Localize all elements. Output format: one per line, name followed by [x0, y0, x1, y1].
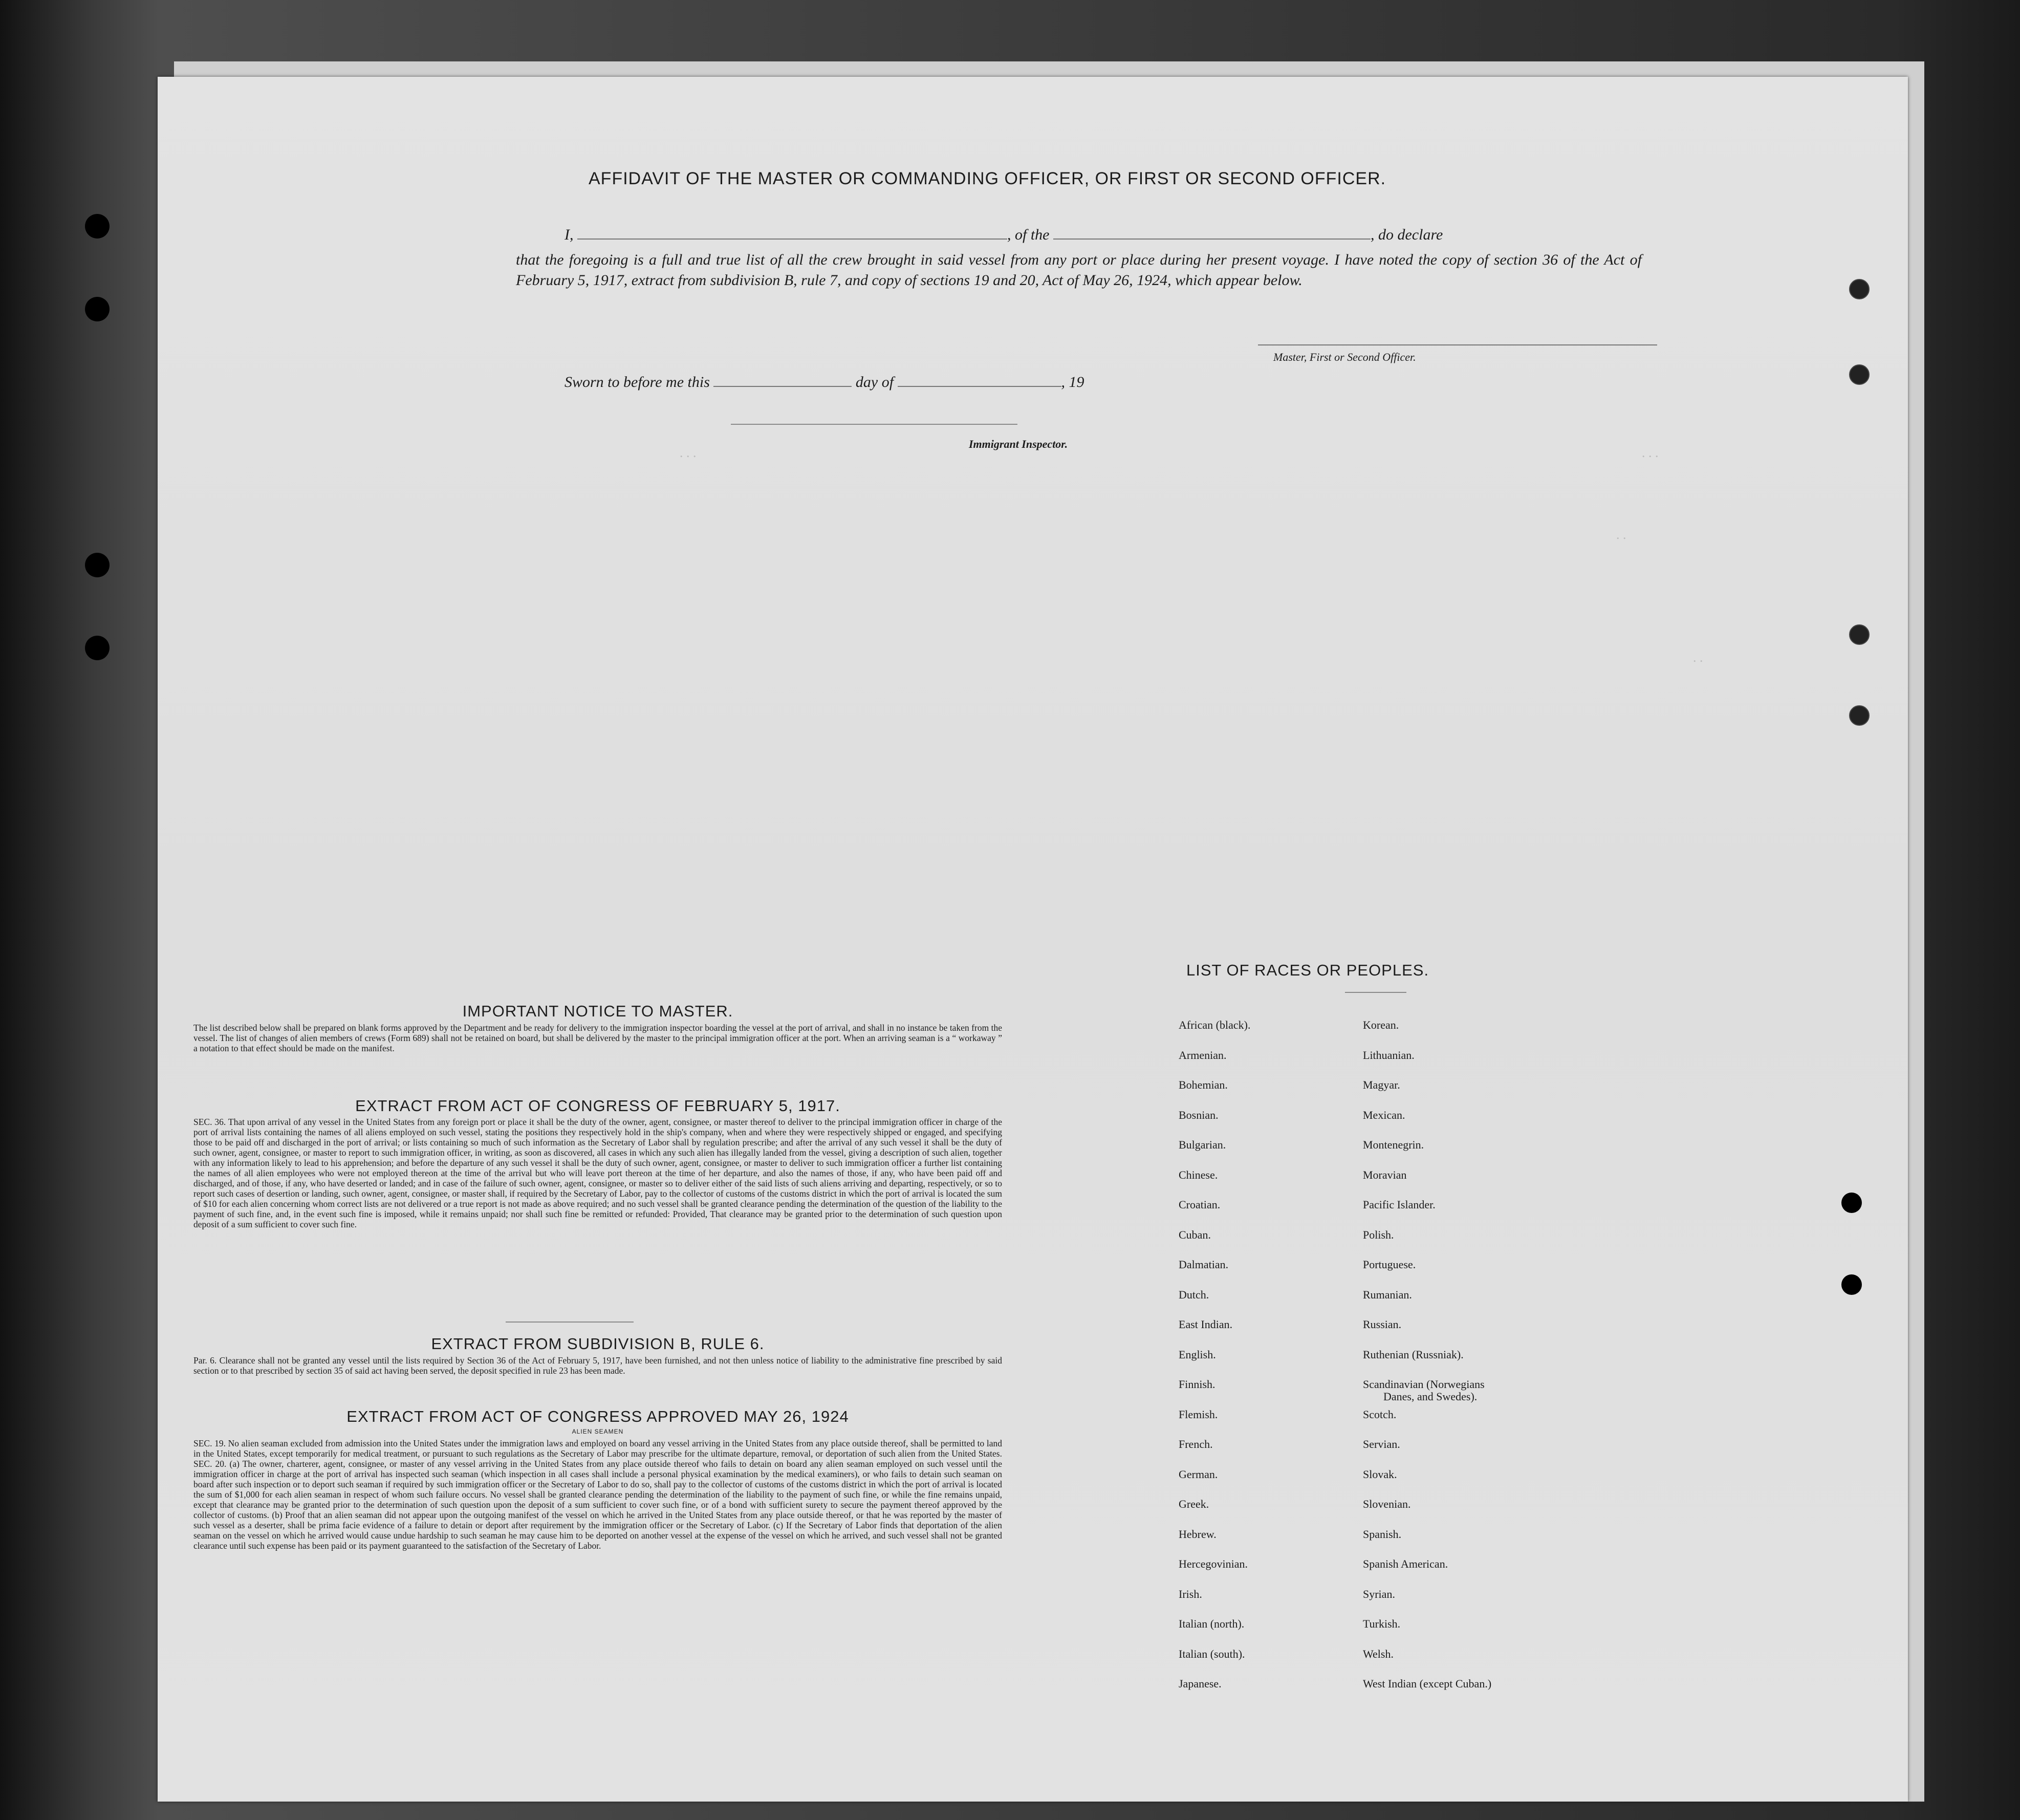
race-item: English. — [1179, 1348, 1216, 1361]
sworn-day-of: day of — [855, 374, 894, 391]
extract-1917-title: EXTRACT FROM ACT OF CONGRESS OF FEBRUARY 5, 1917. — [355, 1097, 840, 1115]
divider — [1345, 992, 1406, 993]
race-item: Bulgarian. — [1179, 1138, 1226, 1151]
race-item: Bohemian. — [1179, 1078, 1228, 1091]
affidavit-title: AFFIDAVIT OF THE MASTER OR COMMANDING OFFICER, OR FIRST OR SECOND OFFICER. — [589, 169, 1386, 188]
punch-hole — [1849, 705, 1870, 726]
race-item: Chinese. — [1179, 1168, 1218, 1181]
race-item: Syrian. — [1363, 1587, 1395, 1600]
extract-1924-title: EXTRACT FROM ACT OF CONGRESS APPROVED MAY 26, 1924 — [346, 1407, 849, 1425]
race-item: German. — [1179, 1467, 1218, 1481]
race-item: Dalmatian. — [1179, 1258, 1229, 1271]
binder-hole — [85, 214, 110, 239]
race-item: Pacific Islander. — [1363, 1198, 1436, 1211]
declaration-i: I, — [564, 226, 574, 243]
race-item: Croatian. — [1179, 1198, 1221, 1211]
inspector-signature-line[interactable] — [731, 424, 1017, 425]
race-item: Spanish American. — [1363, 1557, 1448, 1570]
binder-hole — [85, 636, 110, 660]
race-item: Servian. — [1363, 1438, 1400, 1450]
declaration-line — [564, 226, 1443, 244]
race-item: Italian (north). — [1179, 1617, 1245, 1630]
extract-1917-text: SEC. 36. That upon arrival of any vessel in the United States from any foreign port or place it shall be the duty of the owner, agent, consignee, or master thereof to deliver to the principal immigration officer in charge of the port of arrival lists containing the names of all aliens employed on such vessel, stating the positions they respectively hold in the ship's company, when and where they were respectively shipped or engaged, and specifying those to be paid off and discharged in the port of arrival; or lists containing so much of such information as the Secretary of Labor shall by regulation prescribe; and after the arrival of any such vessel it shall be the duty of such owner, agent, consignee, or master to report to such immigration officer, in writing, as soon as discovered, all cases in which any such alien has illegally landed from the vessel, giving a description of such alien, together with any information likely to lead to his apprehension; and before the departure of any such vessel it shall be the duty of such owner, agent, consignee, or master to deliver to such immigration officer a further list containing the names of all alien employees who were not employed thereon at the time of the arrival but who will leave port thereon at the time of her departure, and also the names of those, if any, who have been paid off and discharged, and of those, if any, who have deserted or landed; and in case of the failure of such owner, agent, consignee, or master so to deliver either of the said lists of such aliens arriving and departing, respectively, or so to report such cases of desertion or landing, such owner, agent, consignee, or master shall, if required by the Secretary of Labor, pay to the collector of customs of the customs district in which the port of arrival is located the sum of $10 for each alien concerning whom correct lists are not delivered or a true report is not made as above required; and no such vessel shall be granted clearance pending the determination of the question of the liability to the payment of such fine, and, in the event such fine is imposed, while it remains unpaid; nor shall such fine be remitted or refunded: Provided, That clearance may be granted prior to the determination of such question upon deposit of a sum sufficient to cover such fine. — [193, 1117, 1002, 1229]
race-item: Hebrew. — [1179, 1527, 1217, 1541]
race-item: Ruthenian (Russniak). — [1363, 1348, 1464, 1361]
race-item: Irish. — [1179, 1587, 1202, 1600]
race-item: Flemish. — [1179, 1407, 1218, 1421]
race-item: Greek. — [1179, 1498, 1209, 1510]
race-item: Korean. — [1363, 1019, 1399, 1031]
punch-hole — [1849, 279, 1870, 299]
race-item: French. — [1179, 1438, 1213, 1450]
races-title: LIST OF RACES OR PEOPLES. — [1186, 961, 1429, 979]
race-item: Cuban. — [1179, 1228, 1211, 1241]
race-item: Slovenian. — [1363, 1498, 1411, 1510]
binder-hole — [85, 553, 110, 577]
race-item: West Indian (except Cuban.) — [1363, 1677, 1492, 1690]
sworn-line — [564, 374, 1084, 391]
extract-rule6-text: Par. 6. Clearance shall not be granted any vessel until the lists required by Section 36 of the Act of February 5, 1917, have been furnished, and not then unless notice of liability to the administrative fine prescribed by said section or to that prescribed by section 35 of said act having been served, the deposit specified in rule 23 has been made. — [193, 1355, 1002, 1376]
punch-hole — [1841, 1193, 1862, 1213]
race-item: Bosnian. — [1179, 1108, 1219, 1121]
notice-text: The list described below shall be prepared on blank forms approved by the Department and be ready for delivery to the immigration inspector boarding the vessel at the port of arrival, and shall in no instance be taken from the vessel. The list of changes of alien members of crews (Form 689) shall not be retained on board, but shall be delivered by the master to the principal immigration officer at the port. When an arriving seaman is a “ workaway ” a notation to that effect should be made on the manifest. — [193, 1023, 1002, 1053]
race-item-continuation: Danes, and Swedes). — [1383, 1390, 1478, 1403]
declaration-do-declare: , do declare — [1371, 226, 1443, 243]
race-item: Welsh. — [1363, 1647, 1394, 1660]
sworn-prefix: Sworn to before me this — [564, 374, 710, 391]
race-item: African (black). — [1179, 1019, 1251, 1031]
sworn-day-blank[interactable] — [713, 386, 852, 387]
extract-rule6-title: EXTRACT FROM SUBDIVISION B, RULE 6. — [431, 1335, 765, 1353]
punch-hole — [1841, 1274, 1862, 1295]
race-item: Japanese. — [1179, 1677, 1222, 1690]
punch-hole — [1849, 364, 1870, 385]
manifest-page: . . . . . . . . . . AFFIDAVIT OF THE MASTER OR COMMANDING OFFICER, OR FIRST OR SECOND OFFICER. I, , of the , do declare that the foregoing is a full and true list of all the crew brought in said vessel from any port or place during her present voyage. I have noted the copy of section 36 of the Act of February 5, 1917, extract from subdivision B, rule 7, and copy of sections 19 and 20, Act of May 26, 1924, which appear below. Master, First or Second Officer. Sworn to before me this day of , 19 Immigrant Inspector. IMPORTANT NOTICE TO MASTER. The list described below shall be prepared on blank forms approved by the Department and be ready for delivery to the immigration inspector boarding the vessel at the port of arrival, and shall in no instance be taken from the vessel. The list of changes of alien members of crews (Form 689) shall not be retained on board, but shall be delivered by the master to the principal immigration officer at the port. When an arriving seaman is a “ workaway ” a notation to that effect should be made on the manifest. EXTRACT FROM ACT OF CONGRESS OF FEBRUARY 5, 1917. SEC. 36. That upon arrival of any vessel in the United States from any foreign port or place it shall be the duty of the owner, agent, consignee, or master thereof to deliver to the principal immigration officer in charge of the port of arrival lists containing the names of all aliens employed on such vessel, stating the positions they respectively hold in the ship's company, when and where they were respectively shipped or engaged, and specifying those to be paid off and discharged in the port of arrival; or lists containing so much of such information as the Secretary of Labor shall by regulation prescribe; and after the arrival of any such vessel it shall be the duty of such owner, agent, consignee, or master to report to such immigration officer, in writing, as soon as discovered, all cases in which any such alien has illegally landed from the vessel, giving a description of such alien, together with any information likely to lead to his apprehension; and before the departure of any such vessel it shall be the duty of such owner, agent, consignee, or master to deliver to such immigration officer a further list containing the names of all alien employees who were not employed thereon at the time of the arrival but who will leave port thereon at the time of her departure, and also the names of those, if any, who have been paid off and discharged, and of those, if any, who have deserted or landed; and in case of the failure of such owner, agent, consignee, or master so to deliver either of the said lists of such aliens arriving and departing, respectively, or so to report such cases of desertion or landing, such owner, agent, consignee, or master shall, if required by the Secretary of Labor, pay to the collector of customs of the customs district in which the port of arrival is located the sum of $10 for each alien concerning whom correct lists are not delivered or a true report is not made as above required; and no such vessel shall be granted clearance pending the determination of the question of the liability to the payment of such fine, and, in the event such fine is imposed, while it remains unpaid; nor shall such fine be remitted or refunded: Provided, That clearance may be granted prior to the determination of such question upon deposit of a sum sufficient to cover such fine. EXTRACT FROM SUBDIVISION B, RULE 6. Par. 6. Clearance shall not be granted any vessel until the lists required by Section 36 of the Act of February 5, 1917, have been furnished, and not then unless notice of liability to the administrative fine prescribed by said section or to that prescribed by section 35 of said act having been served, the deposit specified in rule 23 has been made. EXTRACT FROM ACT OF CONGRESS APPROVED MAY 26, 1924 ALIEN SEAMEN SEC. 19. No alien seaman excluded from admission into the United States under the immigration laws and employed on board any vessel arriving in the United States from any place outside thereof, shall be permitted to land in the United States, except temporarily for medical treatment, or pursuant to such regulations as the Secretary of Labor may prescribe for the ultimate departure, removal, or deportation of such alien from the United States. SEC. 20. (a) The owner, charterer, agent, consignee, or master of any vessel arriving in the United States from any place outside thereof who fails to detain on board any alien seaman employed on such vessel until the immigration officer in charge at the port of arrival has inspected such seaman (which inspection in all cases shall include a personal physical examination by the medical examiners), or who fails to detain such seaman on board after such inspection or to deport such seaman if required by such immigration officer or the Secretary of Labor to do so, shall pay to the collector of customs of the customs district in which the port of arrival is located the sum of $1,000 for each alien seaman in respect of whom such failure occurs. No vessel shall be granted clearance pending the determination of the liability to the payment of such fine, or while the fine remains unpaid, except that clearance may be granted prior to the determination of such question upon the deposit of a sum sufficient to cover such fine, or of a bond with sufficient surety to secure the payment thereof approved by the collector of customs. (b) Proof that an alien seaman did not appear upon the outgoing manifest of the vessel on which he arrived in the United States from any place outside thereof, or that he was reported by the master of such vessel as a deserter, shall be prima facie evidence of a failure to detain or deport after requirement by the immigration officer or the Secretary of Labor. (c) If the Secretary of Labor finds that deportation of the alien seaman on the vessel on which he arrived would cause undue hardship to such seaman he may cause him to be deported on another vessel at the expense of the vessel on which he arrived, and such vessel shall not be granted clearance until such expense has been paid or its payment guaranteed to the satisfaction of the Secretary of Labor. LIST OF RACES OR PEOPLES. African (black). Armenian. Bohemian. Bosnian. Bulgarian. Chinese. Croatian. Cuban. Dalmatian. Dutch. East Indian. English. Finnish. Flemish. French. German. Greek. Hebrew. Hercegovinian. Irish. Italian (north). Italian (south). Japanese. Korean. Lithuanian. Magyar. Mexican. Montenegrin. Moravian Pacific Islander. Polish. Portuguese. Rumanian. Russian. Ruthenian (Russniak). Scandinavian (Norwegians Scotch. Servian. Slovak. Slovenian. Spanish. Spanish American. Syrian. Turkish. Welsh. West Indian (except Cuban.) Danes, and Swedes). — [158, 77, 1908, 1802]
race-item: Lithuanian. — [1363, 1048, 1415, 1061]
race-item: East Indian. — [1179, 1318, 1233, 1331]
race-item: Scandinavian (Norwegians — [1363, 1378, 1485, 1391]
race-item: Slovak. — [1363, 1467, 1397, 1481]
race-item: Spanish. — [1363, 1527, 1402, 1541]
race-item: Rumanian. — [1363, 1288, 1412, 1301]
divider — [506, 1321, 634, 1323]
extract-1924-text: SEC. 19. No alien seaman excluded from admission into the United States under the immigration laws and employed on board any vessel arriving in the United States from any place outside thereof, shall be permitted to land in the United States, except temporarily for medical treatment, or pursuant to such regulations as the Secretary of Labor may prescribe for the ultimate departure, removal, or deportation of such alien from the United States. SEC. 20. (a) The owner, charterer, agent, consignee, or master of any vessel arriving in the United States from any place outside thereof who fails to detain on board any alien seaman employed on such vessel until the immigration officer in charge at the port of arrival has inspected such seaman (which inspection in all cases shall include a personal physical examination by the medical examiners), or who fails to detain such seaman on board after such inspection or to deport such seaman if required by such immigration officer or the Secretary of Labor to do so, shall pay to the collector of customs of the customs district in which the port of arrival is located the sum of $1,000 for each alien seaman in respect of whom such failure occurs. No vessel shall be granted clearance pending the determination of the liability to the payment of such fine, or while the fine remains unpaid, except that clearance may be granted prior to the determination of such question upon the deposit of a sum sufficient to cover such fine, or of a bond with sufficient surety to secure the payment thereof approved by the collector of customs. (b) Proof that an alien seaman did not appear upon the outgoing manifest of the vessel on which he arrived in the United States from any place outside thereof, or that he was reported by the master of such vessel as a deserter, shall be prima facie evidence of a failure to detain or deport after requirement by the immigration officer or the Secretary of Labor. (c) If the Secretary of Labor finds that deportation of the alien seaman on the vessel on which he arrived would cause undue hardship to such seaman he may cause him to be deported on another vessel at the expense of the vessel on which he arrived, and such vessel shall not be granted clearance until such expense has been paid or its payment guaranteed to the satisfaction of the Secretary of Labor. — [193, 1438, 1002, 1551]
sworn-year: , 19 — [1061, 374, 1084, 391]
vessel-blank[interactable] — [1053, 239, 1371, 240]
race-item: Finnish. — [1179, 1378, 1215, 1391]
race-item: Polish. — [1363, 1228, 1394, 1241]
punch-hole — [1849, 624, 1870, 645]
race-item: Mexican. — [1363, 1108, 1405, 1121]
race-item: Italian (south). — [1179, 1647, 1245, 1660]
signature-area — [1258, 339, 1667, 348]
race-item: Magyar. — [1363, 1078, 1400, 1091]
race-item: Scotch. — [1363, 1407, 1397, 1421]
race-item: Turkish. — [1363, 1617, 1401, 1630]
signature-blank[interactable] — [1258, 344, 1657, 345]
race-item: Hercegovinian. — [1179, 1557, 1248, 1570]
binder-hole — [85, 297, 110, 321]
inspector-label: Immigrant Inspector. — [969, 438, 1068, 450]
race-item: Dutch. — [1179, 1288, 1209, 1301]
affidavit-body: that the foregoing is a full and true list of all the crew brought in said vessel from any port or place during her present voyage. I have noted the copy of section 36 of the Act of February 5, 1917, extract from subdivision B, rule 7, and copy of sections 19 and 20, Act of May 26, 1924, which appear below. — [516, 251, 1642, 289]
name-blank[interactable] — [577, 239, 1007, 240]
race-item: Montenegrin. — [1363, 1138, 1424, 1151]
declaration-of-the: , of the — [1007, 226, 1050, 243]
extract-1924-subtitle: ALIEN SEAMEN — [572, 1428, 624, 1435]
sworn-month-blank[interactable] — [898, 386, 1061, 387]
race-item: Armenian. — [1179, 1048, 1227, 1061]
race-item: Portuguese. — [1363, 1258, 1416, 1271]
notice-title: IMPORTANT NOTICE TO MASTER. — [462, 1002, 733, 1020]
race-item: Moravian — [1363, 1168, 1407, 1181]
signature-label: Master, First or Second Officer. — [1273, 351, 1416, 363]
race-item: Russian. — [1363, 1318, 1402, 1331]
